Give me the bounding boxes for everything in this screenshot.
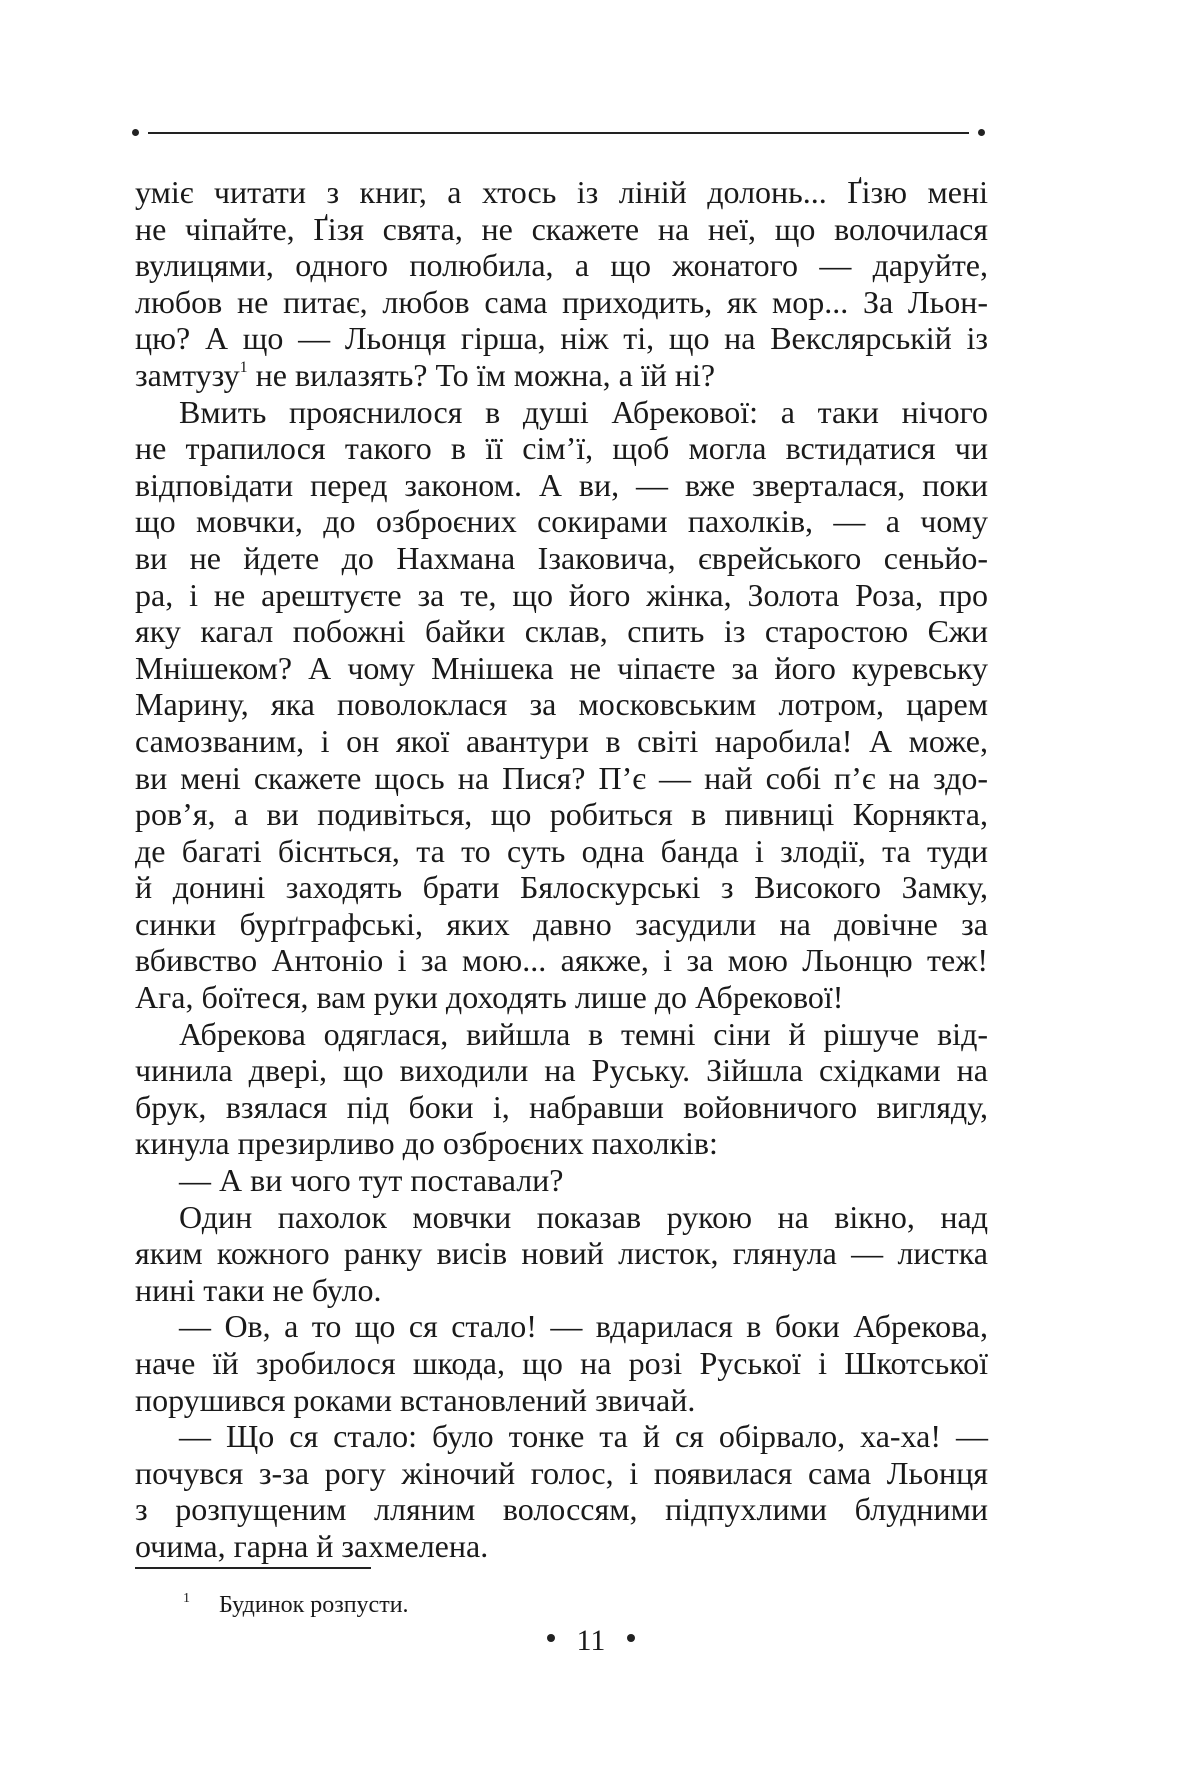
- footnote-text: Будинок розпусти.: [219, 1592, 409, 1618]
- text-line: Один пахолок мовчки показав рукою на вікно, над: [179, 1198, 988, 1235]
- text-line: кинула презирливо до озброєних пахолків:: [135, 1125, 718, 1162]
- header-rule-line: [148, 132, 969, 134]
- text-fragment: замтузу: [135, 356, 240, 393]
- text-line: Мнішеком? А чому Мнішека не чіпаєте за його куревську: [135, 649, 988, 686]
- bullet-icon: [547, 1634, 555, 1642]
- text-line: що мовчки, до озброєних сокирами пахолків, — а чому: [135, 503, 988, 540]
- text-line: — А ви чого тут поставали?: [179, 1162, 564, 1199]
- text-line: наче їй зробилося шкода, що на розі Руської і Шкотської: [135, 1345, 988, 1381]
- text-line: цю? А що — Льонця гірша, ніж ті, що на Векслярській із: [135, 320, 988, 357]
- text-line: ви не йдете до Нахмана Ізаковича, єврейського сеньйо-: [135, 539, 988, 576]
- text-line: чинила двері, що виходили на Руську. Зійшла східками на: [135, 1052, 988, 1089]
- paragraph-7: [135, 1418, 988, 1564]
- text-line: не чіпайте, Ґізя свята, не скажете на неї, що волочилася: [135, 210, 988, 247]
- paragraph-1: [135, 174, 988, 394]
- text-line: [135, 357, 988, 394]
- paragraph-4: [135, 1162, 988, 1199]
- bullet-icon: [627, 1634, 635, 1642]
- text-line: відповідати перед законом. А ви, — вже зверталася, поки: [135, 466, 988, 503]
- footnote-mark: 1: [183, 1591, 190, 1606]
- paragraph-2: [135, 394, 988, 1016]
- text-line: нині таки не було.: [135, 1271, 382, 1308]
- text-line: — Що ся стало: було тонке та й ся обірвало, ха-ха! —: [179, 1418, 988, 1455]
- text-line: брук, взялася під боки і, набравши войовничого вигляду,: [135, 1088, 988, 1125]
- text-line: очима, гарна й захмелена.: [135, 1527, 489, 1564]
- text-line: Марину, яка поволоклася за московським лотром, царем: [135, 686, 988, 723]
- text-line: й донині заходять брати Бялоскурські з Високого Замку,: [135, 869, 988, 906]
- text-line: почувся з-за рогу жіночий голос, і появилася сама Льонця: [135, 1454, 988, 1491]
- text-line: ра, і не арештуєте за те, що його жінка, Золота Роза, про: [135, 576, 988, 613]
- paragraph-6: [135, 1308, 988, 1418]
- paragraph-3: [135, 1016, 988, 1162]
- text-line: яким кожного ранку висів новий листок, глянула — листка: [135, 1235, 988, 1272]
- text-line: — Ов, а то що ся стало! — вдарилася в боки Абрекова,: [179, 1308, 988, 1345]
- page-number-value: 11: [576, 1624, 606, 1657]
- text-line: уміє читати з книг, а хтось із ліній долонь... Ґізю мені: [135, 174, 988, 210]
- main-text: [135, 174, 988, 1565]
- text-line: де багаті біснться, та то суть одна банда і злодії, та туди: [135, 832, 988, 869]
- text-line: порушився роками встановлений звичай.: [135, 1381, 696, 1418]
- text-line: не трапилося такого в її сім’ї, щоб могла встидатися чи: [135, 430, 988, 467]
- text-line: ви мені скажете щось на Пися? П’є — най собі п’є на здо-: [135, 759, 988, 796]
- paragraph-5: [135, 1199, 988, 1309]
- footnote-rule: [135, 1567, 371, 1569]
- text-fragment: не вилазять? То їм можна, а їй ні?: [247, 356, 716, 393]
- footnote-reference: 1: [239, 358, 248, 376]
- text-line: самозваним, і он якої авантури в світі наробила! А може,: [135, 722, 988, 759]
- text-line: любов не питає, любов сама приходить, як мор... За Льон-: [135, 283, 988, 320]
- text-line: Ага, боїтеся, вам руки доходять лише до Абрекової!: [135, 979, 844, 1016]
- header-rule-dot-right: [978, 129, 985, 136]
- text-line: синки бурґграфські, яких давно засудили на довічне за: [135, 905, 988, 942]
- text-line: Вмить прояснилося в душі Абрекової: а таки нічого: [179, 393, 988, 430]
- header-rule-dot-left: [132, 129, 139, 136]
- header-rule: [132, 126, 985, 140]
- text-line: Абрекова одяглася, вийшла в темні сіни й рішуче від-: [179, 1015, 988, 1052]
- text-line: вулицями, одного полюбила, а що жонатого — даруйте,: [135, 247, 988, 284]
- footnote: [135, 1584, 988, 1620]
- text-line: яку кагал побожні байки склав, спить із старостою Єжи: [135, 613, 988, 650]
- text-line: ров’я, а ви подивіться, що робиться в пивниці Корнякта,: [135, 796, 988, 833]
- page-number: [0, 1623, 1182, 1659]
- text-line: вбивство Антоніо і за мою... аякже, і за мою Льонцю теж!: [135, 942, 988, 979]
- text-line: з розпущеним лляним волоссям, підпухлими блудними: [135, 1491, 988, 1528]
